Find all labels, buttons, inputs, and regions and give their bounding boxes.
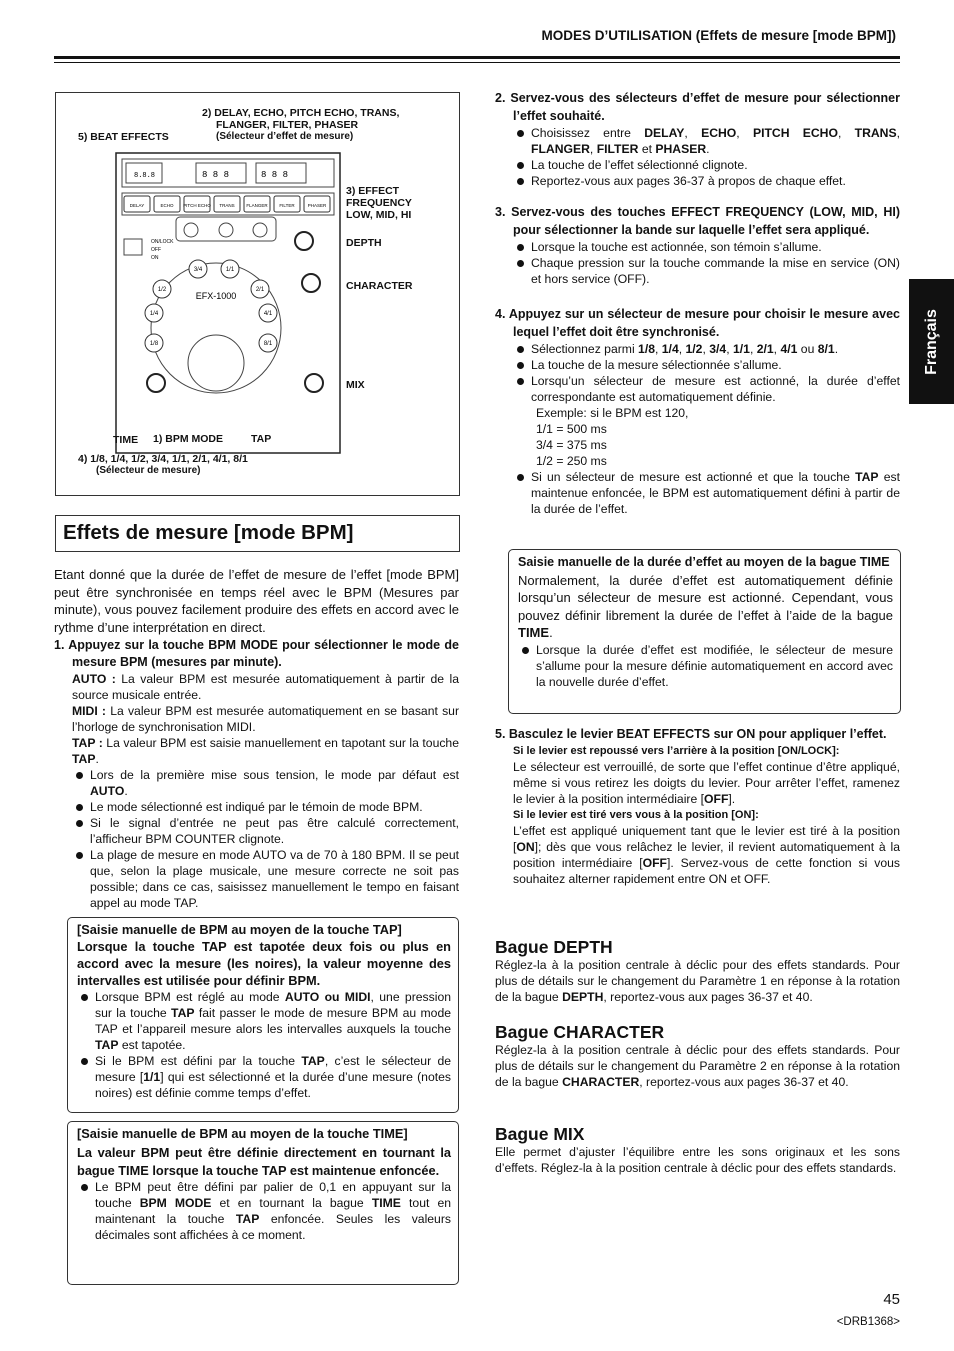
label-time: TIME <box>113 434 139 446</box>
tap-desc: TAP : La valeur BPM est saisie manuellement en tapotant sur la touche TAP. <box>72 736 459 766</box>
example-line: 1/1 = 500 ms <box>536 422 607 436</box>
label-depth: DEPTH <box>346 237 382 249</box>
svg-text:8 8 8: 8 8 8 <box>202 170 230 180</box>
mix-text: Elle permet d’ajuster l’équilibre entre les sons originaux et les sons d’effets. Réglez-la à la position centrale à déclic pour des effets standards. <box>495 1145 900 1175</box>
step-4: 4. Appuyez sur un sélecteur de mesure pour choisir le mesure avec lequel l’effet doit être synchronisé. <box>495 307 900 339</box>
auto-desc: AUTO : La valeur BPM est mesurée automatiquement à partir de la source musicale entrée. <box>72 672 459 702</box>
lever-lock-heading: Si le levier est repoussé vers l’arrière à la position [ON/LOCK]: <box>513 745 840 757</box>
character-text: Réglez-la à la position centrale à déclic pour des effets standards. Pour plus de détails sur le changement du Paramètre 2 en réponse à la rotation de la bague CHARACTER, reportez-vous aux pages 36-37 et 40. <box>495 1043 900 1089</box>
bullet-item: Chaque pression sur la touche commande la mise en service (ON) et hors service (OFF). <box>513 255 900 287</box>
label-character: CHARACTER <box>346 280 413 292</box>
bullet-item: Lors de la première mise sous tension, le mode par défaut est AUTO. <box>72 767 459 799</box>
time-duration-box <box>508 549 901 714</box>
bullet-item: Si un sélecteur de mesure est actionné et que la touche TAP est maintenue enfoncée, le BPM est automatiquement défini à partir de la durée de l’effet. <box>513 469 900 517</box>
bullet-item: Choisissez entre DELAY, ECHO, PITCH ECHO, TRANS, FLANGER, FILTER et PHASER. <box>513 125 900 157</box>
label-beat-effects: 5) BEAT EFFECTS <box>78 131 169 143</box>
box-lead: Lorsque la touche TAP est tapotée deux fois ou plus en accord avec la mesure (les noires), la valeur moyenne des intervalles est utilisée pour définir BPM. <box>77 939 451 988</box>
section-title-box <box>55 515 460 552</box>
right-column <box>495 89 900 517</box>
depth-title: Bague DEPTH <box>495 937 613 957</box>
mix-title: Bague MIX <box>495 1124 585 1144</box>
device-figure <box>55 92 460 496</box>
svg-text:OFF: OFF <box>151 247 161 253</box>
section-title: Effets de mesure [mode BPM] <box>63 521 354 544</box>
effect-button-label: PITCH ECHO <box>183 203 211 208</box>
measure-button-label: 1/4 <box>149 311 159 317</box>
example-line: Exemple: si le BPM est 120, <box>536 406 689 420</box>
bullet-item: Le mode sélectionné est indiqué par le témoin de mode BPM. <box>72 799 459 815</box>
bullet-item: Si le BPM est défini par la touche TAP, c’est le sélecteur de mesure [1/1] qui est sélectionné et la durée d’une mesure (notes noires) est définie comme temps d’effet. <box>77 1053 451 1101</box>
left-column <box>54 566 459 911</box>
language-tab: Français <box>909 279 954 404</box>
effect-button-label: TRANS <box>219 203 235 208</box>
svg-text:EFX-1000: EFX-1000 <box>195 291 237 301</box>
label-effect-frequency: 3) EFFECT FREQUENCY LOW, MID, HI <box>346 185 412 221</box>
bullet-item: Lorsqu’un sélecteur de mesure est actionné, la durée d’effet correspondante est automatiquement définie. <box>513 373 900 405</box>
effect-button-label: PHASER <box>307 203 327 208</box>
box-title: [Saisie manuelle de BPM au moyen de la touche TIME] <box>77 1126 408 1141</box>
bullet-item: La plage de mesure en mode AUTO va de 70 à 180 BPM. Il se peut que, selon la plage musicale, une mesure correcte ne soit pas possible; dans ce cas, saisissez manuellement le tempo en faisant appel au mode TAP. <box>72 847 459 911</box>
bullet-item: Sélectionnez parmi 1/8, 1/4, 1/2, 3/4, 1/1, 2/1, 4/1 ou 8/1. <box>513 341 900 357</box>
header-rule-thin <box>54 62 900 63</box>
step-1: 1. Appuyez sur la touche BPM MODE pour sélectionner le mode de mesure BPM (mesures par minute). <box>54 638 459 669</box>
step-5: 5. Basculez le levier BEAT EFFECTS sur ON pour appliquer l’effet. <box>495 727 887 741</box>
character-section <box>495 1022 900 1090</box>
character-title: Bague CHARACTER <box>495 1022 665 1042</box>
effect-button-label: FILTER <box>279 203 295 208</box>
effect-button-label: ECHO <box>160 203 174 208</box>
box-lead: La valeur BPM peut être définie directement en tournant la bague TIME lorsque la touche TAP est maintenue enfoncée. <box>77 1145 451 1178</box>
svg-text:8 8 8: 8 8 8 <box>261 170 289 180</box>
intro-paragraph: Etant donné que la durée de l’effet de mesure de l’effet [mode BPM] peut être synchronisée en temps réel avec le BPM (Mesures par minute), vous pouvez facilement produire des effets en accord avec le rythme d’une interprétation en direct. <box>54 567 459 635</box>
effect-button-label: DELAY <box>129 203 145 208</box>
bullet-item: La touche de l’effet sélectionné clignote. <box>513 157 900 173</box>
box-title: [Saisie manuelle de BPM au moyen de la touche TAP] <box>77 922 402 937</box>
svg-text:8.8.8: 8.8.8 <box>134 172 156 180</box>
page-number: 45 <box>883 1291 900 1308</box>
bullet-item: Si le signal d’entrée ne peut pas être calculé correctement, l’afficheur BPM COUNTER clignote. <box>72 815 459 847</box>
measure-button-label: 2/1 <box>255 287 265 293</box>
bullet-item: Lorsque la touche est actionnée, son témoin s’allume. <box>513 239 900 255</box>
measure-button-label: 1/2 <box>157 287 167 293</box>
label-mix: MIX <box>346 379 365 391</box>
step-3: 3. Servez-vous des touches EFFECT FREQUENCY (LOW, MID, HI) pour sélectionner la bande sur laquelle l’effet sera appliqué. <box>495 205 900 237</box>
measure-button-label: 3/4 <box>193 267 203 273</box>
example-line: 3/4 = 375 ms <box>536 438 607 452</box>
effect-button-label: FLANGER <box>246 203 268 208</box>
bullet-item: Le BPM peut être défini par palier de 0,1 en appuyant sur la touche BPM MODE et en tournant la bague TIME tout en maintenant la touche TAP enfoncée. Seules les valeurs décimales sont affichées à ce moment. <box>77 1179 451 1243</box>
header-rule <box>54 56 900 59</box>
example-line: 1/2 = 250 ms <box>536 454 607 468</box>
bullet-item: Lorsque la durée d’effet est modifiée, le sélecteur de mesure s’allume pour la mesure définie automatiquement en accord avec la nouvelle durée d’effet. <box>518 642 893 690</box>
bullet-item: Lorsque BPM est réglé au mode AUTO ou MIDI, une pression sur la touche TAP fait passer le mode de mesure BPM au mode TAP et l’appareil mesure alors les intervalles auxquels la touche TAP est tapotée. <box>77 989 451 1053</box>
measure-button-label: 8/1 <box>263 341 273 347</box>
measure-button-label: 1/1 <box>225 267 235 273</box>
label-bpm-mode: 1) BPM MODE <box>153 433 224 445</box>
label-effect-selector: 2) DELAY, ECHO, PITCH ECHO, TRANS, FLANGER, FILTER, PHASER (Sélecteur d’effet de mesure) <box>202 107 400 142</box>
time-manual-box <box>67 1121 459 1285</box>
svg-text:ON/LOCK: ON/LOCK <box>151 239 174 245</box>
bullet-item: Reportez-vous aux pages 36-37 à propos de chaque effet. <box>513 173 900 189</box>
page-header: MODES D’UTILISATION (Effets de mesure [mode BPM]) <box>541 28 896 43</box>
lever-on-text: L’effet est appliqué uniquement tant que le levier est tiré à la position [ON]; dès que vous relâchez le levier, il revient automatiquement à la position intermédiaire [OFF]. Servez-vous de cette fonction si vous souhaitez alterner rapidement entre ON et OFF. <box>513 824 900 886</box>
bullet-item: La touche de la mesure sélectionnée s’allume. <box>513 357 900 373</box>
label-tap: TAP <box>251 433 272 445</box>
midi-desc: MIDI : La valeur BPM est mesurée automatiquement en se basant sur l’horloge de synchronisation MIDI. <box>72 704 460 734</box>
measure-button-label: 4/1 <box>263 311 273 317</box>
lever-on-heading: Si le levier est tiré vers vous à la position [ON]: <box>513 809 759 821</box>
lever-lock-text: Le sélecteur est verrouillé, de sorte que l’effet continue d’être appliqué, même si vous retirez les doigts du levier. Pour arrêter l’effet, ramenez le levier à la position intermédiaire [OFF]. <box>513 760 900 806</box>
depth-text: Réglez-la à la position centrale à déclic pour des effets standards. Pour plus de détails sur le changement du Paramètre 1 en réponse à la rotation de la bague DEPTH, reportez-vous aux pages 36-37 et 40. <box>495 958 900 1004</box>
step-2: 2. Servez-vous des sélecteurs d’effet de mesure pour sélectionner l’effet souhaité. <box>495 91 900 123</box>
box-title: Saisie manuelle de la durée d’effet au moyen de la bague TIME <box>518 555 890 569</box>
right-column-lower <box>495 725 900 887</box>
depth-section <box>495 937 900 1005</box>
document-code: <DRB1368> <box>836 1316 900 1328</box>
label-measure-selector: 4) 1/8, 1/4, 1/2, 3/4, 1/1, 2/1, 4/1, 8/1 (Sélecteur de mesure) <box>78 453 248 476</box>
mix-section <box>495 1124 900 1176</box>
box-text: Normalement, la durée d’effet est automatiquement définie lorsqu’un sélecteur de mesure est actionné. Cependant, vous pouvez définir librement la durée de l’effet à l’aide de la bague TIME. <box>518 572 893 640</box>
svg-text:ON: ON <box>151 255 159 261</box>
measure-button-label: 1/8 <box>149 341 159 347</box>
tap-manual-box <box>67 917 459 1113</box>
